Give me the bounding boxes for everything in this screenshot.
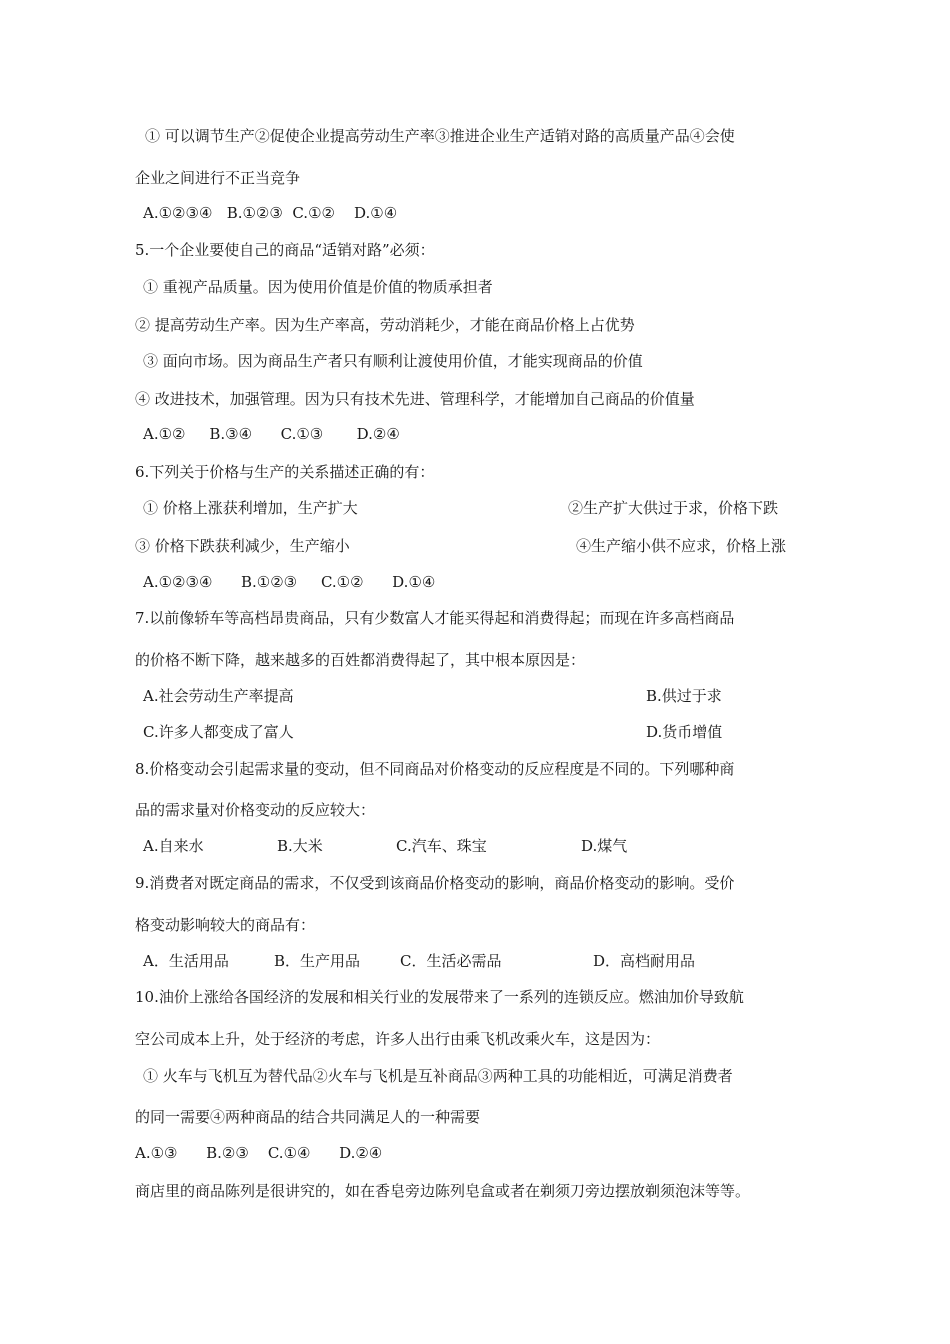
trailing-paragraph: 商店里的商品陈列是很讲究的，如在香皂旁边陈列皂盒或者在剃须刀旁边摆放剃须泡沫等等。 xyxy=(135,1182,751,1200)
q8-option-c: C.汽车、珠宝 xyxy=(396,837,487,855)
q8-option-d: D.煤气 xyxy=(581,837,628,855)
q6-stem: 6.下列关于价格与生产的关系描述正确的有： xyxy=(135,463,435,481)
q10-stem-line2: 空公司成本上升，处于经济的考虑，许多人出行由乘飞机改乘火车，这是因为： xyxy=(135,1030,661,1048)
q7-stem-line2: 的价格不断下降，越来越多的百姓都消费得起了，其中根本原因是： xyxy=(135,651,586,669)
q5-statement-1: ① 重视产品质量。因为使用价值是价值的物质承担者 xyxy=(143,278,493,296)
q10-statement-line2: 的同一需要④两种商品的结合共同满足人的一种需要 xyxy=(135,1108,481,1126)
q4-statement-line1: ① 可以调节生产②促使企业提高劳动生产率③推进企业生产适销对路的高质量产品④会使 xyxy=(145,127,735,145)
q4-statement-line2: 企业之间进行不正当竞争 xyxy=(135,169,301,187)
q9-option-a: A．生活用品 xyxy=(143,952,229,970)
q7-option-b: B.供过于求 xyxy=(646,687,722,705)
q7-stem-line1: 7.以前像轿车等高档昂贵商品，只有少数富人才能买得起和消费得起；而现在许多高档商品 xyxy=(135,609,735,627)
q6-statement-2: ②生产扩大供过于求，价格下跌 xyxy=(568,499,779,517)
q4-choices: A.①②③④ B.①②③ C.①② D.①④ xyxy=(143,204,398,222)
q6-choices: A.①②③④ B.①②③ C.①② D.①④ xyxy=(143,573,436,591)
q9-stem-line1: 9.消费者对既定商品的需求，不仅受到该商品价格变动的影响，商品价格变动的影响。受价 xyxy=(135,874,735,892)
q7-option-a: A.社会劳动生产率提高 xyxy=(143,687,294,705)
q10-stem-line1: 10.油价上涨给各国经济的发展和相关行业的发展带来了一系列的连锁反应。燃油加价导致航 xyxy=(135,988,744,1006)
q9-option-b: B．生产用品 xyxy=(274,952,361,970)
q6-statement-4: ④生产缩小供不应求，价格上涨 xyxy=(576,537,787,555)
q8-option-a: A.自来水 xyxy=(143,837,204,855)
q5-stem: 5.一个企业要使自己的商品“适销对路”必须： xyxy=(135,241,435,259)
q10-statement-line1: ① 火车与飞机互为替代品②火车与飞机是互补商品③两种工具的功能相近，可满足消费者 xyxy=(143,1067,733,1085)
q5-statement-3: ③ 面向市场。因为商品生产者只有顺利让渡使用价值，才能实现商品的价值 xyxy=(143,352,643,370)
q6-statement-1: ① 价格上涨获利增加，生产扩大 xyxy=(143,499,358,517)
q9-option-d: D．高档耐用品 xyxy=(593,952,696,970)
q9-option-c: C．生活必需品 xyxy=(400,952,502,970)
q8-stem-line2: 品的需求量对价格变动的反应较大： xyxy=(135,801,376,819)
q10-choices: A.①③ B.②③ C.①④ D.②④ xyxy=(135,1144,383,1162)
q5-choices: A.①② B.③④ C.①③ D.②④ xyxy=(143,425,400,443)
q8-option-b: B.大米 xyxy=(277,837,323,855)
q7-option-c: C.许多人都变成了富人 xyxy=(143,723,294,741)
q8-stem-line1: 8.价格变动会引起需求量的变动，但不同商品对价格变动的反应程度是不同的。下列哪种商 xyxy=(135,760,735,778)
q5-statement-4: ④ 改进技术，加强管理。因为只有技术先进、管理科学，才能增加自己商品的价值量 xyxy=(135,390,695,408)
q6-statement-3: ③ 价格下跌获利减少，生产缩小 xyxy=(135,537,350,555)
q5-statement-2: ② 提高劳动生产率。因为生产率高，劳动消耗少，才能在商品价格上占优势 xyxy=(135,316,635,334)
q9-stem-line2: 格变动影响较大的商品有： xyxy=(135,916,316,934)
q7-option-d: D.货币增值 xyxy=(646,723,723,741)
